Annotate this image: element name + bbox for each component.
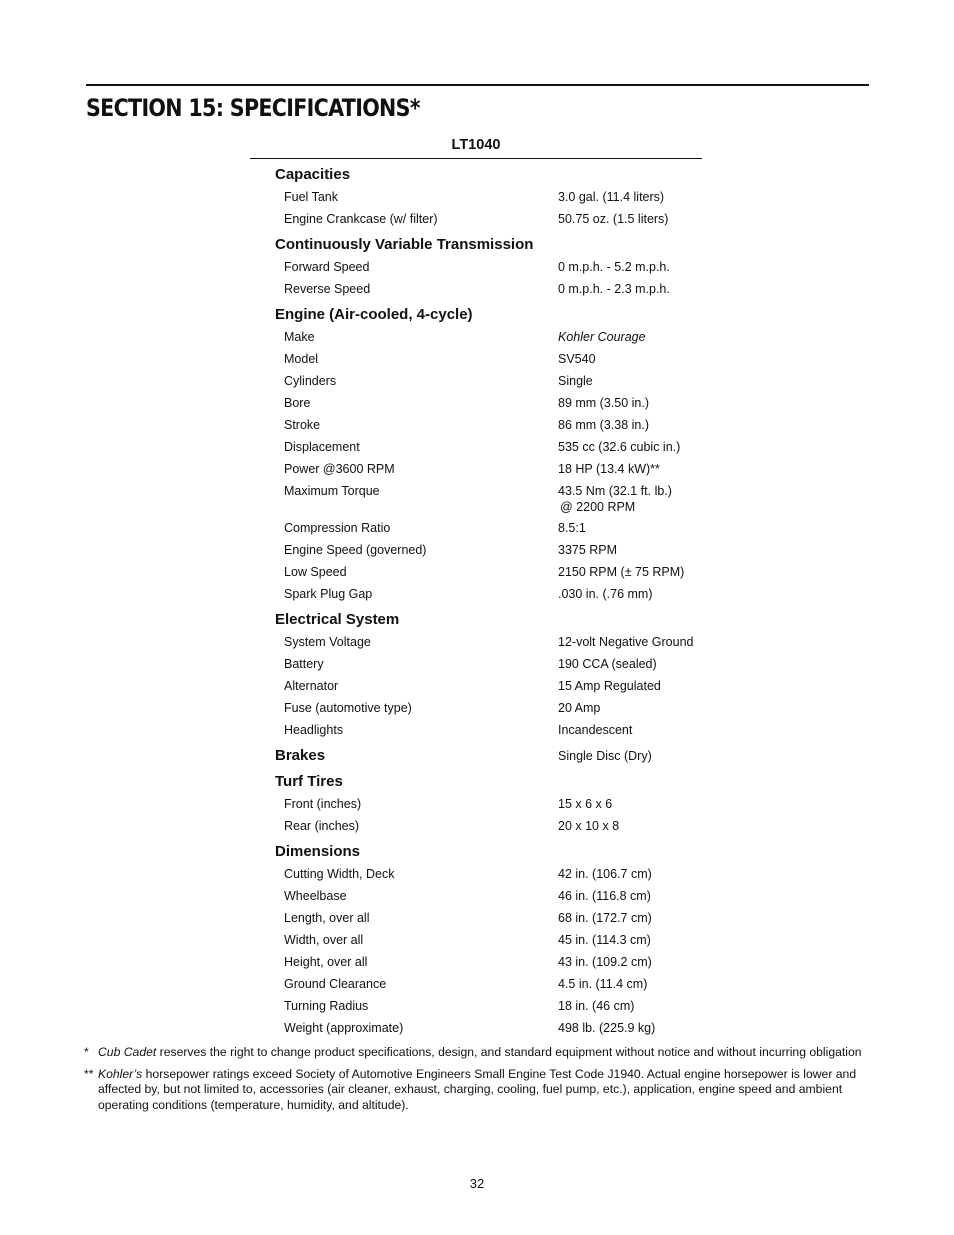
spec-value: 2150 RPM (± 75 RPM) [558, 565, 685, 579]
spec-row [275, 208, 702, 230]
spec-row [275, 907, 702, 929]
spec-value-cell [558, 675, 661, 694]
spec-value: 45 in. (114.3 cm) [558, 933, 651, 947]
spec-value: 18 HP (13.4 kW)** [558, 462, 660, 476]
spec-value-cell [558, 208, 668, 227]
spec-value: SV540 [558, 352, 596, 366]
spec-value-cell [558, 278, 670, 297]
spec-value-cell [558, 348, 596, 367]
spec-row [275, 697, 702, 719]
spec-group-value: Single Disc (Dry) [558, 749, 652, 763]
spec-row [275, 653, 702, 675]
spec-label: Height, over all [284, 955, 368, 969]
spec-value: 20 Amp [558, 701, 601, 715]
spec-group-header [275, 837, 702, 863]
spec-label: Forward Speed [284, 260, 370, 274]
footnote-mark: * [84, 1045, 89, 1059]
spec-value-cell [558, 186, 664, 205]
spec-row [275, 885, 702, 907]
spec-label: System Voltage [284, 635, 371, 649]
spec-value: Incandescent [558, 723, 633, 737]
spec-row [275, 414, 702, 436]
spec-group-title: Continuously Variable Transmission [275, 236, 534, 253]
spec-label: Front (inches) [284, 797, 362, 811]
spec-value: 535 cc (32.6 cubic in.) [558, 440, 681, 454]
spec-group-header [275, 230, 702, 256]
spec-label: Wheelbase [284, 889, 347, 903]
spec-value-cell [558, 370, 593, 389]
spec-value-cell [558, 458, 660, 477]
spec-value: 15 x 6 x 6 [558, 797, 613, 811]
spec-label: Ground Clearance [284, 977, 387, 991]
spec-label: Fuse (automotive type) [284, 701, 412, 715]
spec-row [275, 326, 702, 348]
spec-value: 50.75 oz. (1.5 liters) [558, 212, 669, 226]
spec-value-cell [558, 929, 651, 948]
footnote-text [98, 1045, 874, 1061]
spec-group [275, 605, 702, 741]
spec-label: Displacement [284, 440, 360, 454]
spec-value: 498 lb. (225.9 kg) [558, 1021, 656, 1035]
spec-row [275, 929, 702, 951]
footnote-lead: Cub Cadet [98, 1045, 157, 1059]
spec-label: Reverse Speed [284, 282, 371, 296]
spec-row [275, 278, 702, 300]
spec-value-cell [558, 885, 651, 904]
footnote-mark: ** [84, 1066, 94, 1081]
spec-label: Rear (inches) [284, 819, 360, 833]
spec-value: 15 Amp Regulated [558, 679, 661, 693]
spec-row [275, 1017, 702, 1039]
spec-value-cell [558, 631, 694, 650]
spec-label: Fuel Tank [284, 190, 338, 204]
spec-value: 42 in. (106.7 cm) [558, 867, 652, 881]
spec-row [275, 719, 702, 741]
spec-label: Stroke [284, 418, 321, 432]
spec-value: 0 m.p.h. - 2.3 m.p.h. [558, 282, 670, 296]
spec-label: Cylinders [284, 374, 337, 388]
spec-value: 86 mm (3.38 in.) [558, 418, 650, 432]
spec-value-cell [558, 973, 647, 992]
spec-value: 12-volt Negative Ground [558, 635, 694, 649]
spec-label: Cutting Width, Deck [284, 867, 395, 881]
footnote-lead: Kohler’s [98, 1066, 143, 1081]
spec-value: 18 in. (46 cm) [558, 999, 635, 1013]
spec-row [275, 458, 702, 480]
spec-group-title: Capacities [275, 166, 351, 183]
spec-label: Width, over all [284, 933, 364, 947]
footnotes [84, 1045, 874, 1119]
spec-row [275, 995, 702, 1017]
spec-value-line2: @ 2200 RPM [560, 500, 636, 514]
spec-row [275, 480, 702, 517]
spec-value-cell [558, 863, 652, 882]
spec-value-cell [558, 815, 619, 834]
spec-value-cell [558, 907, 652, 926]
spec-label: Headlights [284, 723, 344, 737]
spec-value: 43.5 Nm (32.1 ft. lb.) [558, 484, 672, 498]
page-number: 32 [469, 1176, 485, 1191]
spec-group-header [275, 741, 702, 767]
spec-group [275, 230, 702, 300]
spec-value-cell [558, 561, 684, 580]
spec-label: Turning Radius [284, 999, 369, 1013]
spec-row [275, 973, 702, 995]
spec-value-cell [558, 793, 612, 812]
spec-row [275, 370, 702, 392]
spec-value-cell [558, 719, 632, 738]
spec-label: Make [284, 330, 315, 344]
spec-row [275, 348, 702, 370]
spec-row [275, 561, 702, 583]
spec-value: 46 in. (116.8 cm) [558, 889, 651, 903]
spec-value-cell [558, 539, 617, 558]
spec-label: Low Speed [284, 565, 347, 579]
spec-group-title: Brakes [275, 747, 326, 764]
spec-value-cell [558, 436, 680, 455]
spec-value-cell [558, 583, 652, 602]
spec-group [275, 300, 702, 605]
spec-value: 43 in. (109.2 cm) [558, 955, 652, 969]
spec-row [275, 539, 702, 561]
spec-value-cell [558, 995, 634, 1014]
section-title: SECTION 15: SPECIFICATIONS* [86, 94, 420, 122]
spec-label: Length, over all [284, 911, 370, 925]
spec-row [275, 436, 702, 458]
spec-row [275, 583, 702, 605]
spec-value: 89 mm (3.50 in.) [558, 396, 650, 410]
spec-label: Maximum Torque [284, 484, 380, 498]
spec-group-title: Dimensions [275, 843, 361, 860]
spec-value: Kohler Courage [558, 330, 646, 344]
model-divider [250, 158, 702, 159]
spec-row [275, 517, 702, 539]
spec-value: 4.5 in. (11.4 cm) [558, 977, 648, 991]
spec-row [275, 951, 702, 973]
spec-value-cell [558, 480, 672, 515]
spec-value: .030 in. (.76 mm) [558, 587, 653, 601]
spec-group [275, 767, 702, 837]
spec-group-title: Engine (Air-cooled, 4-cycle) [275, 306, 473, 323]
spec-row [275, 392, 702, 414]
spec-value: Single [558, 374, 593, 388]
spec-row [275, 815, 702, 837]
spec-group-header [275, 300, 702, 326]
spec-label: Spark Plug Gap [284, 587, 373, 601]
spec-group [275, 741, 702, 767]
spec-label: Power @3600 RPM [284, 462, 395, 476]
footnote [84, 1067, 874, 1114]
spec-value: 3375 RPM [558, 543, 618, 557]
spec-group [275, 160, 702, 230]
spec-value-cell [558, 697, 600, 716]
spec-label: Battery [284, 657, 324, 671]
spec-value: 68 in. (172.7 cm) [558, 911, 652, 925]
spec-value-cell [558, 1017, 655, 1036]
spec-value: 20 x 10 x 8 [558, 819, 620, 833]
spec-value-cell [558, 392, 649, 411]
spec-label: Bore [284, 396, 311, 410]
spec-value: 0 m.p.h. - 5.2 m.p.h. [558, 260, 670, 274]
model-heading: LT1040 [451, 137, 501, 153]
spec-row [275, 675, 702, 697]
spec-value-cell [558, 517, 586, 536]
spec-value-cell [558, 414, 649, 433]
spec-group-title: Electrical System [275, 611, 400, 628]
spec-group-header [275, 605, 702, 631]
spec-label: Alternator [284, 679, 339, 693]
spec-value-cell [558, 256, 670, 275]
spec-label: Engine Crankcase (w/ filter) [284, 212, 438, 226]
spec-label: Weight (approximate) [284, 1021, 404, 1035]
spec-label: Engine Speed (governed) [284, 543, 427, 557]
spec-group-header [275, 767, 702, 793]
spec-group-header [275, 160, 702, 186]
footnote-body: reserves the right to change product specifications, design, and standard equipment without notice and without incurring obligation [156, 1045, 862, 1059]
footnote [84, 1045, 874, 1061]
spec-row [275, 631, 702, 653]
spec-value: 8.5:1 [558, 521, 586, 535]
footnote-body: horsepower ratings exceed Society of Automotive Engineers Small Engine Test Code J1940. Actual engine horsepower is lower and affected by, but not limited to, accessories (air cleaner, exhaust, charging, cooling, fuel pump, etc.), application, engine speed and ambient operating conditions (temperature, humidity, and altitude). [98, 1066, 857, 1112]
spec-row [275, 256, 702, 278]
spec-value-cell [558, 653, 657, 672]
spec-row [275, 186, 702, 208]
spec-value-cell [558, 951, 652, 970]
spec-group-title: Turf Tires [275, 773, 343, 790]
footnote-text [98, 1067, 874, 1114]
spec-row [275, 863, 702, 885]
spec-table [275, 160, 702, 1039]
spec-label: Compression Ratio [284, 521, 391, 535]
spec-group [275, 837, 702, 1039]
spec-value-cell [558, 326, 646, 345]
spec-label: Model [284, 352, 319, 366]
spec-value: 3.0 gal. (11.4 liters) [558, 190, 665, 204]
spec-value: 190 CCA (sealed) [558, 657, 657, 671]
spec-row [275, 793, 702, 815]
top-divider [86, 84, 869, 86]
